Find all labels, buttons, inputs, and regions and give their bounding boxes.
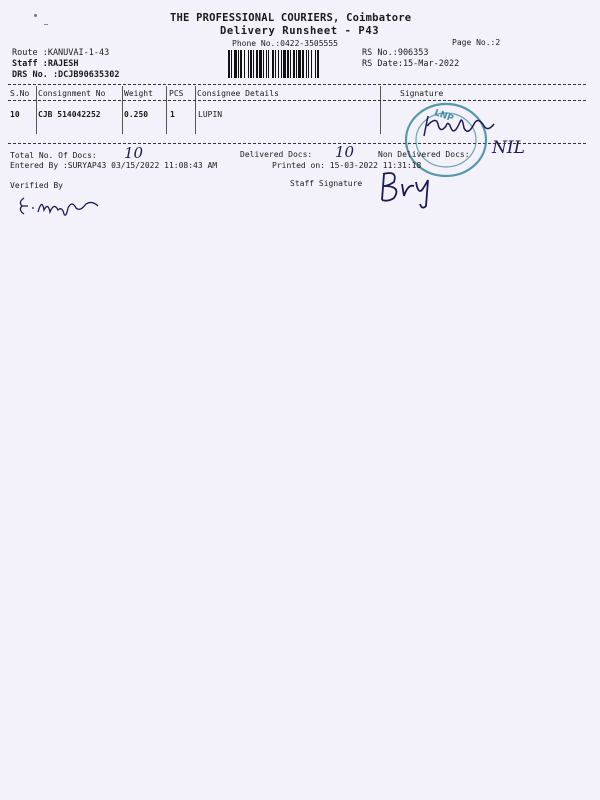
column-divider	[380, 86, 381, 134]
divider	[8, 100, 586, 101]
barcode-bar	[268, 50, 269, 78]
phone-number: Phone No.:0422-3505555	[232, 39, 338, 48]
company-name: THE PROFESSIONAL COURIERS, Coimbatore	[170, 12, 412, 24]
scan-mark	[44, 24, 48, 25]
barcode-bar	[231, 50, 232, 78]
barcode-bar	[259, 50, 262, 78]
verified-by-label: Verified By	[10, 181, 63, 190]
barcode-bar	[228, 50, 230, 78]
barcode-bar	[266, 50, 267, 78]
total-docs-label: Total No. Of Docs:	[10, 151, 97, 160]
barcode-bar	[296, 50, 297, 78]
svg-text:·····: ·····	[403, 139, 414, 151]
barcode-bar	[248, 50, 249, 78]
rs-number: RS No.:906353	[362, 48, 429, 58]
barcode-bar	[302, 50, 304, 78]
barcode-bar	[290, 50, 291, 78]
verifier-signature	[16, 192, 106, 222]
staff: Staff :RAJESH	[12, 59, 79, 69]
header-consignee: Consignee Details	[197, 89, 279, 98]
header-sno: S.No	[10, 89, 30, 98]
barcode-bar	[275, 50, 276, 78]
printed-on: Printed on: 15-03-2022 11:31:18	[272, 161, 422, 170]
barcode-bar	[263, 50, 264, 78]
barcode-bar	[317, 50, 319, 78]
non-delivered-docs-label: Non Delivered Docs:	[378, 150, 470, 159]
barcode-bar	[298, 50, 301, 78]
barcode-bar	[311, 50, 312, 78]
drs-number: DRS No. :DCJB90635302	[12, 70, 120, 80]
barcode-bar	[308, 50, 309, 78]
column-divider	[122, 86, 123, 134]
row-consignee: LUPIN	[198, 110, 223, 119]
staff-signature	[376, 166, 446, 210]
barcode-bar	[240, 50, 242, 78]
rs-date: RS Date:15-Mar-2022	[362, 59, 460, 69]
header-consignment: Consignment No	[38, 89, 106, 98]
barcode-bar	[272, 50, 274, 78]
header-pcs: PCS	[169, 89, 184, 98]
barcode-bar	[244, 50, 245, 78]
column-divider	[195, 86, 196, 134]
barcode-bar	[287, 50, 289, 78]
entered-by: Entered By :SURYAP43 03/15/2022 11:08:43 AM	[10, 161, 218, 170]
delivered-docs-label: Delivered Docs:	[240, 150, 313, 159]
stamp-label: LNP	[432, 108, 455, 125]
page-number: Page No.:2	[452, 38, 501, 47]
consignee-signature	[418, 112, 498, 142]
barcode-bar	[293, 50, 295, 78]
barcode-bar	[306, 50, 307, 78]
delivered-docs-value: 10	[335, 143, 355, 161]
barcode-bar	[278, 50, 279, 78]
barcode-bar	[234, 50, 237, 78]
row-sno: 10	[10, 110, 20, 119]
barcode-bar	[253, 50, 254, 78]
route: Route :KANUVAI-1-43	[12, 48, 110, 58]
barcode-bar	[283, 50, 286, 78]
non-delivered-docs-value: NIL	[492, 138, 525, 158]
total-docs-value: 10	[124, 144, 144, 162]
column-divider	[36, 86, 37, 134]
row-weight: 0.250	[124, 110, 149, 119]
sheet-title: Delivery Runsheet - P43	[220, 25, 380, 37]
divider	[8, 84, 586, 85]
row-pcs: 1	[170, 110, 175, 119]
scan-mark	[34, 14, 37, 17]
barcode-bar	[250, 50, 252, 78]
staff-signature-label: Staff Signature	[290, 179, 363, 188]
barcode-bar	[315, 50, 316, 78]
barcode-bar	[281, 50, 282, 78]
barcode	[228, 50, 352, 78]
barcode-bar	[238, 50, 239, 78]
header-weight: Weight	[124, 89, 153, 98]
column-divider	[166, 86, 167, 134]
row-consignment: CJB 514042252	[38, 110, 101, 119]
header-signature: Signature	[400, 89, 444, 98]
barcode-bar	[256, 50, 258, 78]
